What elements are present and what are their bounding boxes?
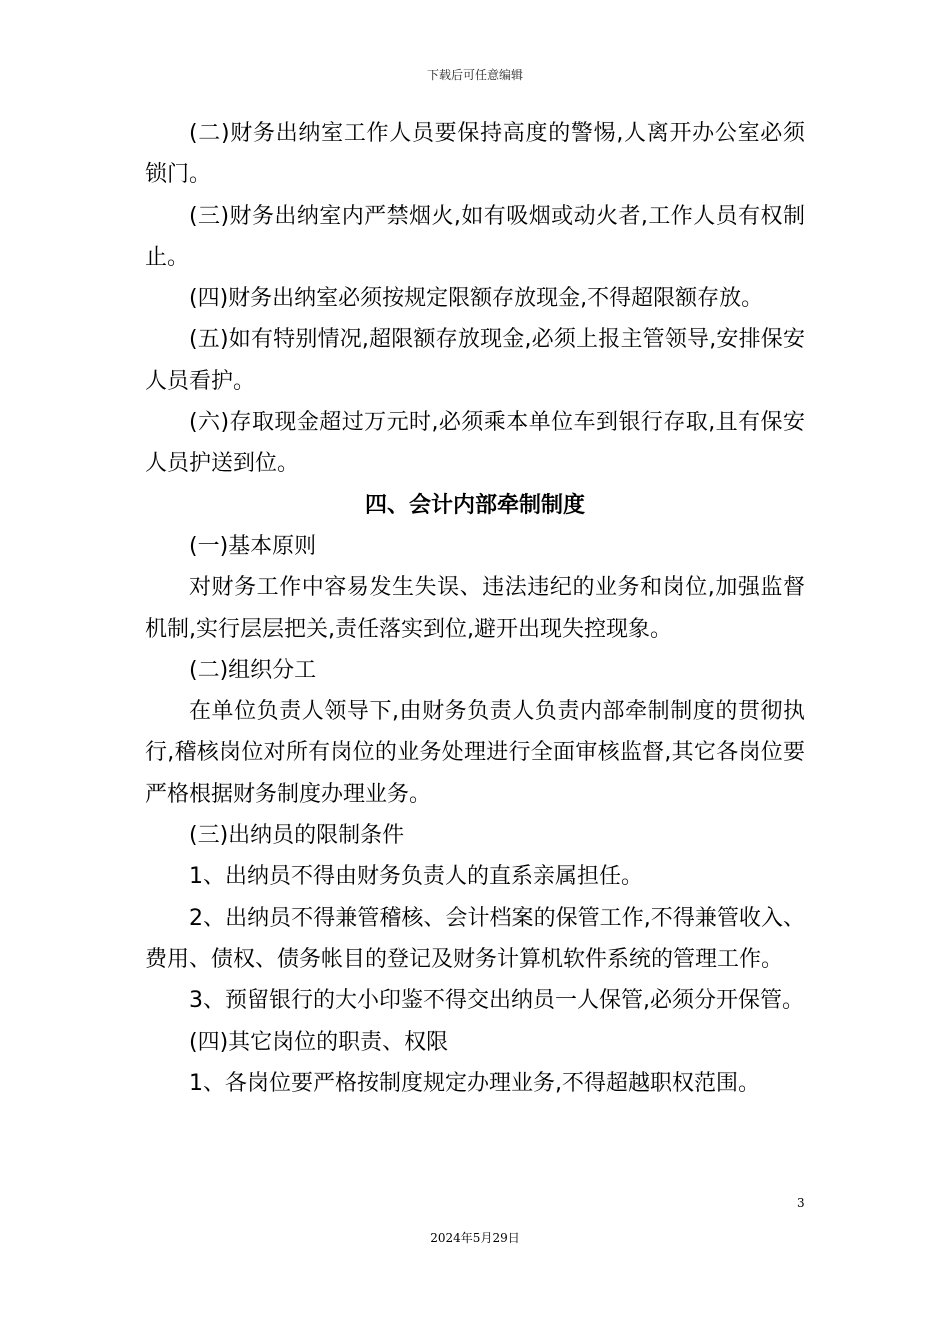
paragraph: 在单位负责人领导下,由财务负责人负责内部牵制制度的贯彻执行,稽核岗位对所有岗位的业务处理进行全面审核监督,其它各岗位要严格根据财务制度办理业务。	[145, 699, 805, 807]
list-item: 2、出纳员不得兼管稽核、会计档案的保管工作,不得兼管收入、费用、债权、债务帐目的登记及财务计算机软件系统的管理工作。	[145, 905, 805, 972]
footer-date: 2024年5月29日	[430, 1231, 520, 1245]
page-header-note: 下载后可任意编辑	[426, 68, 523, 82]
section-heading: 四、会计内部牵制制度	[364, 492, 585, 518]
document-body	[145, 113, 805, 1104]
paragraph: (三)财务出纳室内严禁烟火,如有吸烟或动火者,工作人员有权制止。	[145, 203, 805, 270]
paragraph: (六)存取现金超过万元时,必须乘本单位车到银行存取,且有保安人员护送到位。	[145, 410, 805, 477]
subheading: (三)出纳员的限制条件	[189, 823, 405, 849]
list-item: 1、各岗位要严格按制度规定办理业务,不得超越职权范围。	[189, 1070, 760, 1096]
page-number: 3	[797, 1196, 805, 1210]
list-item: 3、预留银行的大小印鉴不得交出纳员一人保管,必须分开保管。	[189, 988, 804, 1014]
subheading: (一)基本原则	[189, 533, 317, 559]
paragraph: (二)财务出纳室工作人员要保持高度的警惕,人离开办公室必须锁门。	[145, 121, 805, 188]
paragraph: (四)财务出纳室必须按规定限额存放现金,不得超限额存放。	[189, 286, 764, 312]
subheading: (四)其它岗位的职责、权限	[189, 1029, 449, 1055]
paragraph: (五)如有特别情况,超限额存放现金,必须上报主管领导,安排保安人员看护。	[145, 327, 805, 394]
list-item: 1、出纳员不得由财务负责人的直系亲属担任。	[189, 864, 643, 890]
paragraph: 对财务工作中容易发生失误、违法违纪的业务和岗位,加强监督机制,实行层层把关,责任落实到位,避开出现失控现象。	[145, 575, 805, 642]
subheading: (二)组织分工	[189, 657, 317, 683]
